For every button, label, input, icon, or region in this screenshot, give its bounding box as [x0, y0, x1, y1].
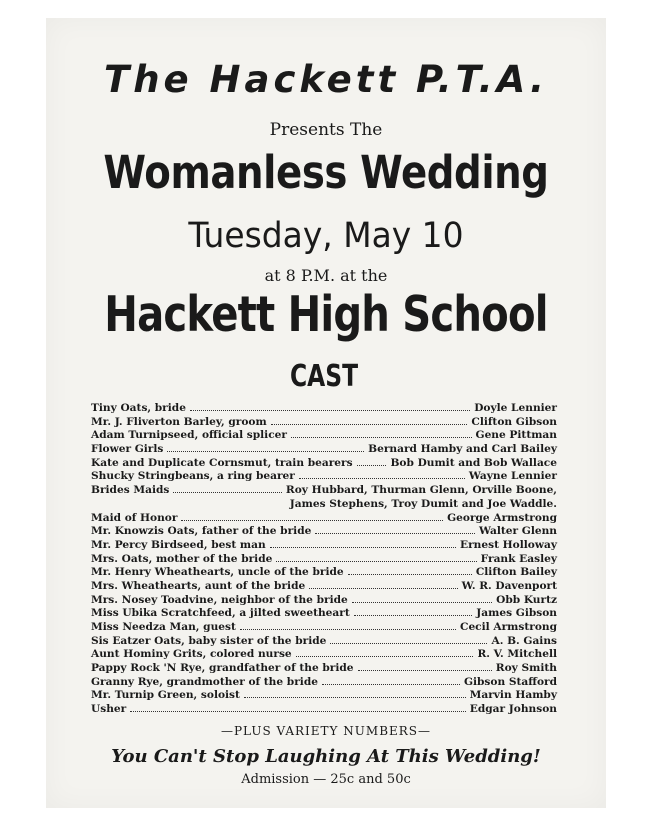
- cast-heading: CAST: [289, 359, 359, 394]
- cast-role: Flower Girls: [91, 443, 164, 456]
- tagline: You Can't Stop Laughing At This Wedding!: [111, 746, 541, 767]
- cast-actor: Walter Glenn: [479, 525, 557, 538]
- cast-role: Mr. Henry Wheathearts, uncle of the bride: [91, 566, 344, 579]
- cast-actor: Frank Easley: [480, 552, 557, 565]
- leader-dots: [167, 451, 364, 452]
- cast-row: [91, 662, 557, 676]
- leader-dots: [244, 697, 466, 698]
- leader-dots: [330, 643, 487, 644]
- cast-row: [91, 484, 557, 498]
- cast-row: [91, 676, 557, 690]
- cast-role: Mr. Knowzis Oats, father of the bride: [91, 525, 312, 538]
- cast-actor: Clifton Gibson: [471, 415, 557, 428]
- cast-actor: Roy Hubbard, Thurman Glenn, Orville Boone,: [285, 484, 557, 497]
- cast-row: [91, 689, 557, 703]
- cast-actor: W. R. Davenport: [461, 579, 557, 592]
- leader-dots: [173, 492, 282, 493]
- cast-role: Mrs. Wheathearts, aunt of the bride: [91, 579, 306, 592]
- cast-row: [91, 580, 557, 594]
- cast-role: Miss Ubika Scratchfeed, a jilted sweetheart: [91, 607, 350, 620]
- cast-actor: Gibson Stafford: [463, 675, 557, 688]
- leader-dots: [181, 520, 443, 521]
- leader-dots: [354, 615, 473, 616]
- cast-role: Miss Needza Man, guest: [91, 621, 236, 633]
- cast-role: Aunt Hominy Grits, colored nurse: [91, 648, 292, 661]
- cast-row: [91, 594, 557, 608]
- cast-actor: James Stephens, Troy Dumit and Joe Waddle.: [289, 497, 557, 510]
- cast-actor: Bob Dumit and Bob Wallace: [390, 456, 557, 469]
- cast-actor: Gene Pittman: [475, 429, 557, 442]
- cast-actor: James Gibson: [476, 607, 557, 620]
- cast-role: Mr. J. Fliverton Barley, groom: [91, 415, 267, 428]
- cast-actor: Wayne Lennier: [468, 470, 557, 483]
- cast-row: [91, 553, 557, 567]
- leader-dots: [315, 533, 475, 534]
- cast-row: [91, 635, 557, 649]
- cast-list: [91, 402, 557, 717]
- leader-dots: [291, 437, 472, 438]
- cast-actor: Roy Smith: [495, 662, 557, 675]
- cast-role: Adam Turnipseed, official splicer: [91, 429, 287, 442]
- cast-row: [91, 566, 557, 580]
- leader-dots: [309, 588, 457, 589]
- leader-dots: [357, 465, 387, 466]
- venue-title: Hackett High School: [104, 286, 548, 343]
- cast-actor: Bernard Hamby and Carl Bailey: [368, 443, 557, 456]
- cast-actor: Clifton Bailey: [475, 566, 557, 579]
- cast-row: [91, 416, 557, 430]
- cast-role: Kate and Duplicate Cornsmut, train bearers: [91, 456, 353, 469]
- leader-dots: [276, 561, 476, 562]
- cast-row: [91, 402, 557, 416]
- leader-dots: [296, 656, 474, 657]
- cast-row: [91, 621, 557, 635]
- cast-role: Pappy Rock 'N Rye, grandfather of the bride: [91, 662, 354, 675]
- cast-row: [91, 703, 557, 717]
- admission-price: Admission — 25c and 50c: [241, 772, 411, 787]
- leader-dots: [358, 670, 492, 671]
- cast-actor: Doyle Lennier: [474, 402, 557, 414]
- cast-actor: Ernest Holloway: [460, 538, 557, 551]
- event-time-line: at 8 P.M. at the: [264, 266, 388, 285]
- cast-actor: R. V. Mitchell: [477, 648, 557, 661]
- cast-row: [91, 457, 557, 471]
- cast-row: [91, 443, 557, 457]
- cast-role: Maid of Honor: [91, 511, 178, 524]
- cast-actor: Marvin Hamby: [469, 689, 557, 702]
- variety-numbers-note: —PLUS VARIETY NUMBERS—: [220, 724, 432, 738]
- cast-actor: Edgar Johnson: [469, 703, 557, 716]
- cast-role: Granny Rye, grandmother of the bride: [91, 675, 318, 688]
- presents-line: Presents The: [269, 120, 383, 140]
- event-title: Womanless Wedding: [103, 146, 549, 199]
- cast-role: Mr. Percy Birdseed, best man: [91, 538, 266, 551]
- organization-title: The Hackett P.T.A.: [103, 58, 549, 101]
- leader-dots: [352, 602, 492, 603]
- cast-actor: Obb Kurtz: [496, 593, 557, 606]
- cast-row: [91, 512, 557, 526]
- cast-row: [91, 470, 557, 484]
- cast-row: [91, 648, 557, 662]
- leader-dots: [240, 629, 456, 630]
- cast-row: [91, 539, 557, 553]
- cast-role: Brides Maids: [91, 484, 170, 497]
- cast-row: [91, 525, 557, 539]
- cast-role: Usher: [91, 703, 127, 716]
- leader-dots: [271, 424, 468, 425]
- cast-role: Shucky Stringbeans, a ring bearer: [91, 470, 295, 483]
- leader-dots: [299, 478, 465, 479]
- cast-row: [91, 429, 557, 443]
- cast-role: Tiny Oats, bride: [91, 402, 186, 414]
- leader-dots: [348, 574, 472, 575]
- cast-role: Mrs. Nosey Toadvine, neighbor of the bride: [91, 593, 348, 606]
- cast-role: Mr. Turnip Green, soloist: [91, 689, 240, 702]
- leader-dots: [322, 684, 460, 685]
- cast-actor: A. B. Gains: [491, 634, 557, 647]
- cast-row: [91, 607, 557, 621]
- cast-role: Sis Eatzer Oats, baby sister of the bride: [91, 634, 327, 647]
- leader-dots: [270, 547, 456, 548]
- leader-dots: [190, 410, 470, 411]
- cast-row: [91, 498, 557, 512]
- cast-role: Mrs. Oats, mother of the bride: [91, 552, 273, 565]
- cast-actor: George Armstrong: [447, 511, 557, 524]
- cast-actor: Cecil Armstrong: [460, 621, 557, 633]
- event-date: Tuesday, May 10: [188, 216, 464, 256]
- leader-dots: [130, 711, 466, 712]
